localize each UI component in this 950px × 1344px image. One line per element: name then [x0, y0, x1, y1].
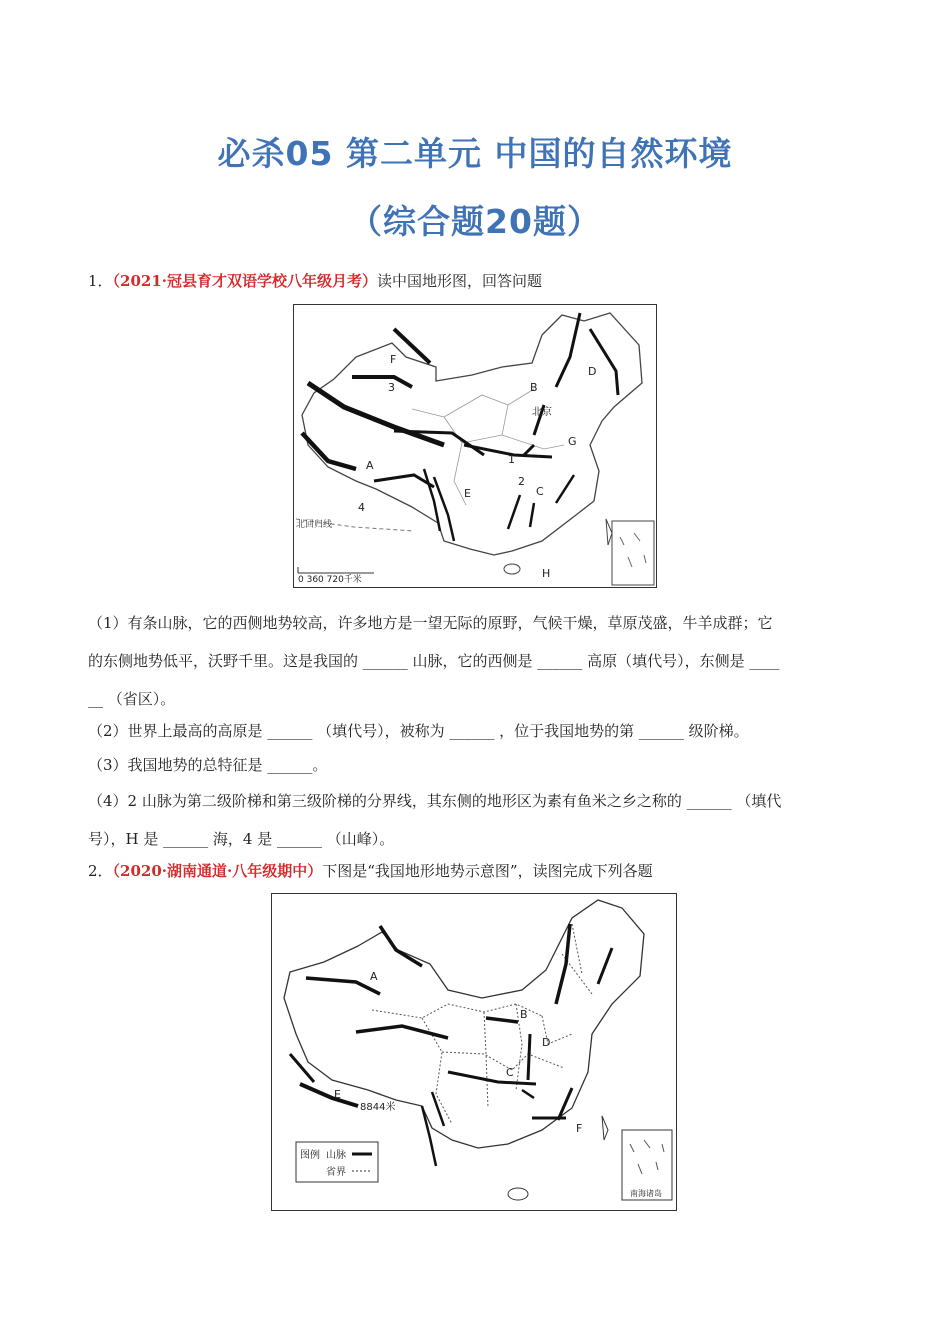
q1-part3: （3）我国地势的总特征是 ______。 — [88, 756, 328, 774]
question-prompt: 读中国地形图，回答问题 — [377, 272, 543, 290]
map1-label-G: G — [568, 435, 577, 448]
map2-label-B: B — [520, 1008, 528, 1021]
q1-part4-line1: （4）2 山脉为第二级阶梯和第三级阶梯的分界线，其东侧的地形区为素有鱼米之乡之称的 ______ （填代 — [88, 792, 782, 810]
question-prompt: 下图是“我国地形地势示意图”，读图完成下列各题 — [322, 862, 653, 880]
map1-label-H: H — [542, 567, 551, 580]
map2-label-C: C — [506, 1066, 514, 1079]
map1-label-D: D — [588, 365, 597, 378]
map1-label-C: C — [536, 485, 544, 498]
map1-label-A: A — [366, 459, 374, 472]
question-number: 2． — [88, 862, 113, 880]
page-title: 必杀05 第二单元 中国的自然环境 — [217, 134, 733, 173]
map2-label-F: F — [576, 1122, 583, 1135]
map2-legend-title: 图例 — [300, 1150, 320, 1161]
question-number: 1． — [88, 272, 113, 290]
map1-label-1: 1 — [508, 453, 515, 466]
map1-scale: 0 360 720千米 — [298, 575, 362, 585]
question-2-header — [88, 860, 653, 881]
map2-south-islands: 南海诸岛 — [630, 1189, 662, 1198]
map1-label-3: 3 — [388, 381, 395, 394]
q1-part2: （2）世界上最高的高原是 ______ （填代号），被称为 ______ ，位于我国地势的第 ______ 级阶梯。 — [88, 722, 749, 740]
question-1-header — [88, 270, 542, 291]
map1-label-tropic: 北回归线 — [296, 520, 333, 530]
page-subtitle: （综合题20题） — [349, 202, 601, 241]
map2-legend-border: 省界 — [326, 1167, 346, 1178]
map1-label-2: 2 — [518, 475, 525, 488]
china-terrain-elevation-map — [271, 893, 677, 1211]
map2-label-height: 8844米 — [360, 1102, 396, 1113]
china-terrain-map — [293, 304, 657, 588]
map2-label-D: D — [542, 1036, 551, 1049]
map2-legend-mountain: 山脉 — [326, 1150, 346, 1161]
map1-label-beijing: 北京 — [532, 407, 552, 418]
q1-part1-line3: __ （省区）。 — [88, 690, 176, 708]
map1-label-B: B — [530, 381, 538, 394]
map1-label-4: 4 — [358, 501, 365, 514]
map1-label-F: F — [390, 353, 397, 366]
question-source: （2021·冠县育才双语学校八年级月考） — [112, 272, 378, 290]
question-source: （2020·湖南通道·八年级期中） — [112, 862, 323, 880]
map2-label-A: A — [370, 970, 378, 983]
map2-label-E: E — [334, 1088, 341, 1101]
map1-label-E: E — [464, 487, 471, 500]
q1-part1-line2: 的东侧地势低平，沃野千里。这是我国的 ______ 山脉，它的西侧是 ______ 高原（填代号），东侧是 ____ — [88, 652, 780, 670]
q1-part4-line2: 号），H 是 ______ 海，4 是 ______ （山峰）。 — [88, 830, 395, 848]
q1-part1-line1: （1）有条山脉，它的西侧地势较高，许多地方是一望无际的原野，气候干燥，草原茂盛，牛羊成群；它 — [88, 614, 773, 632]
